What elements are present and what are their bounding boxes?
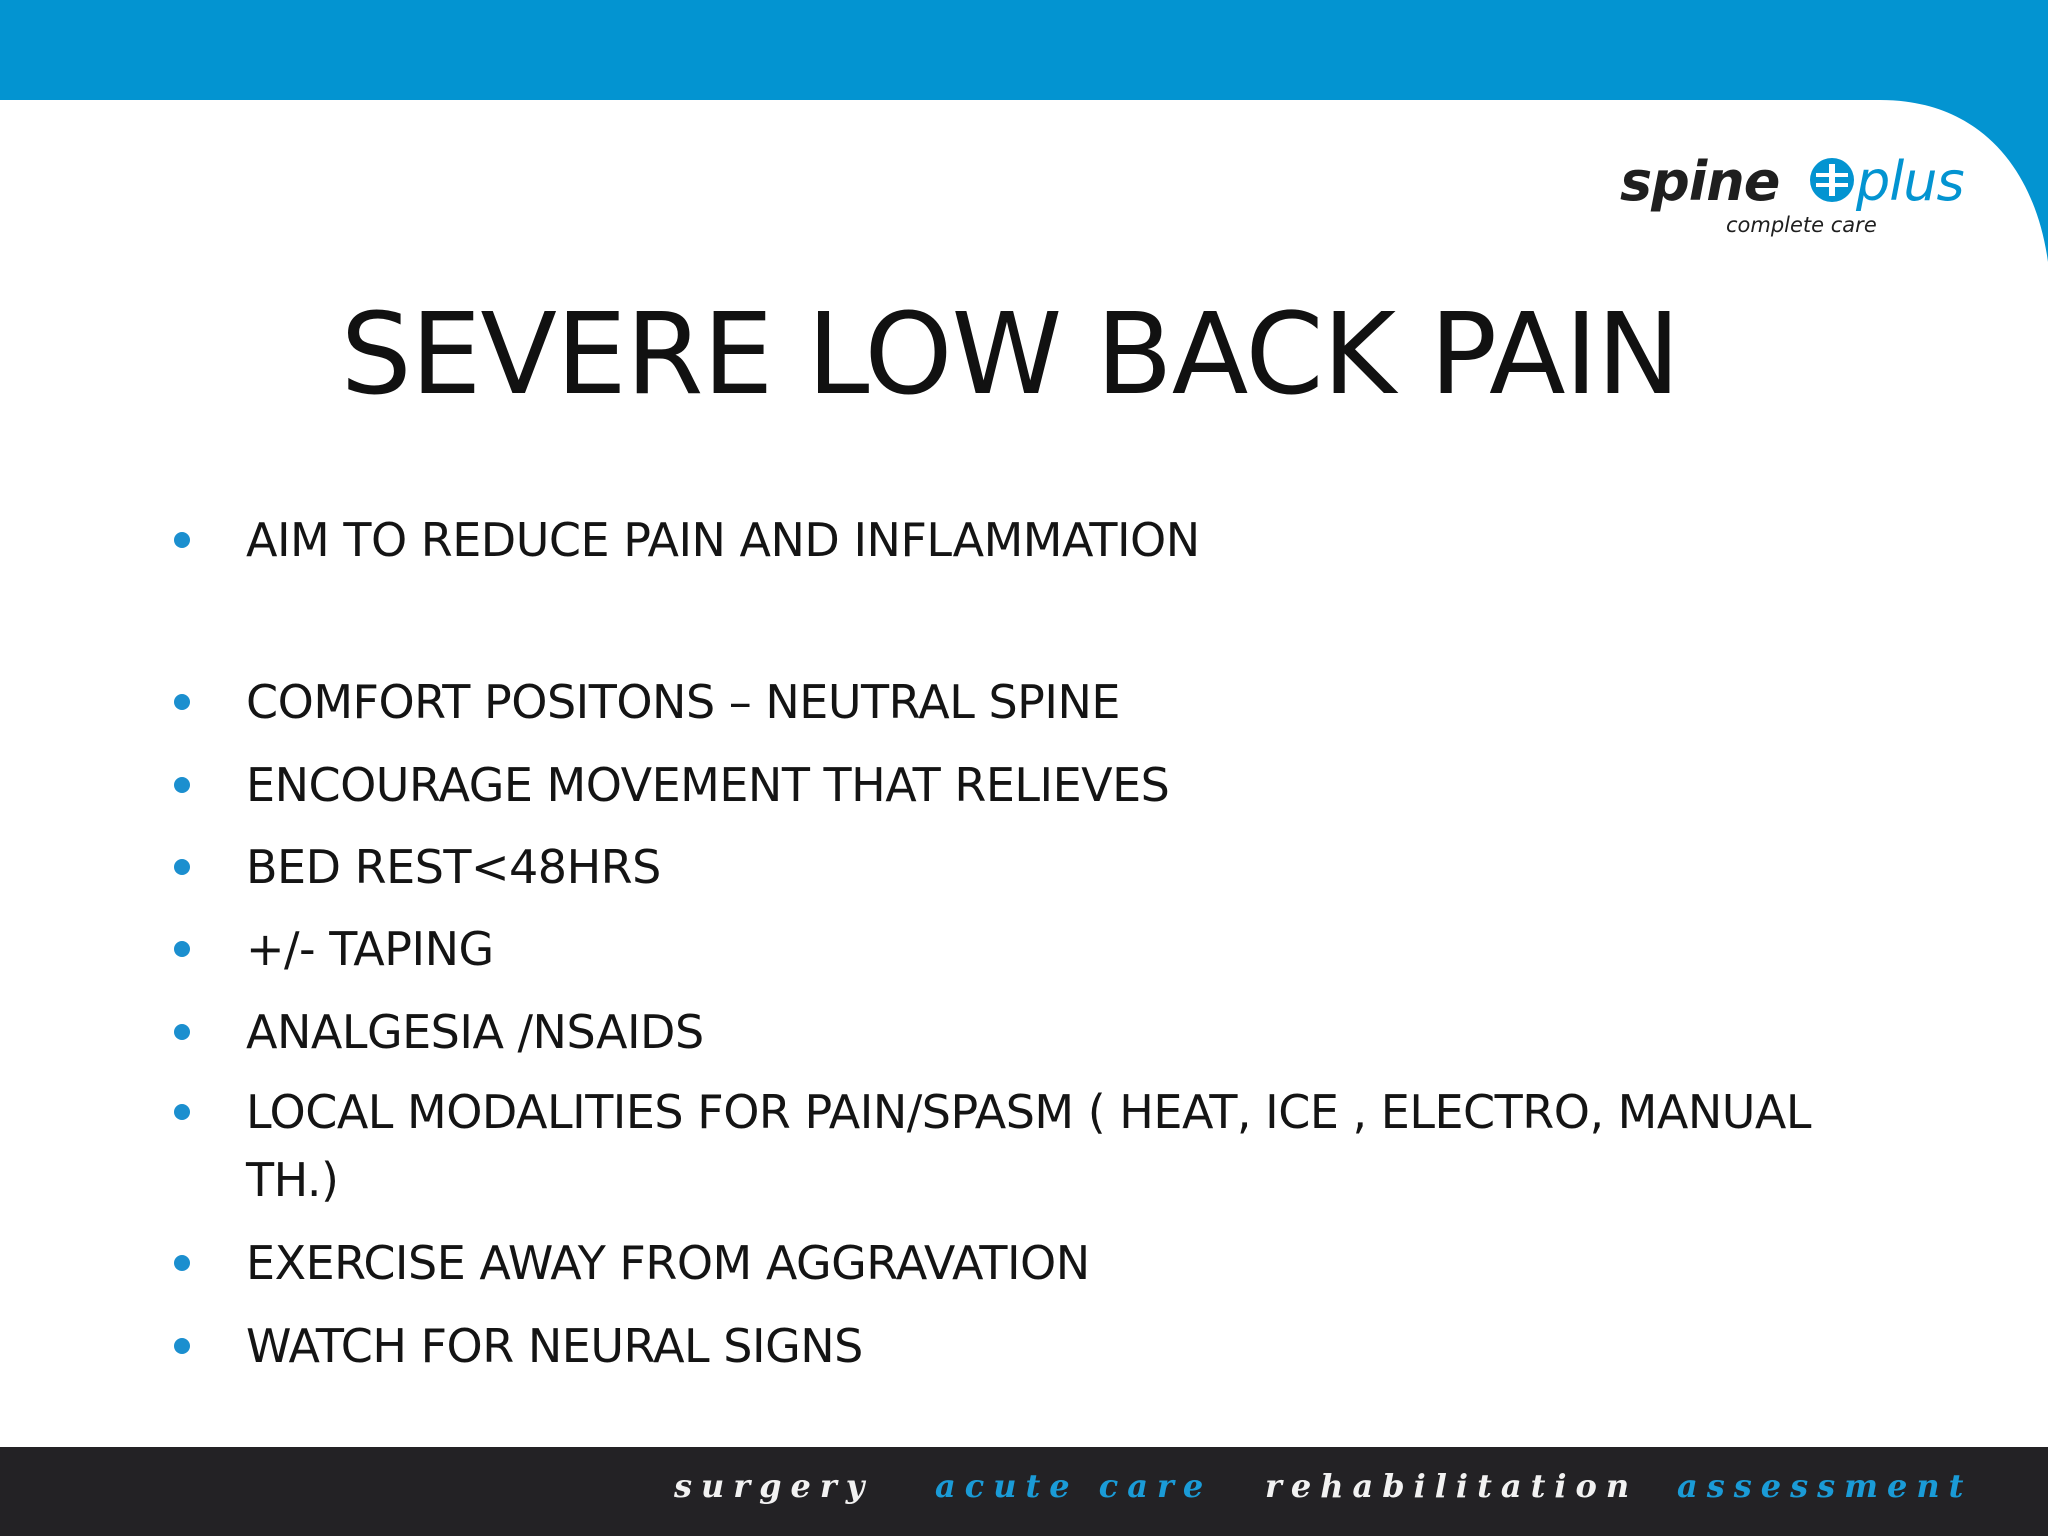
bullet-text: BED REST<48HRS bbox=[246, 840, 661, 894]
bullet-text: WATCH FOR NEURAL SIGNS bbox=[246, 1319, 863, 1373]
bullet-text: ENCOURAGE MOVEMENT THAT RELIEVES bbox=[246, 758, 1170, 812]
footer-item-acute-care: acute care bbox=[935, 1467, 1213, 1505]
bullet-text: AIM TO REDUCE PAIN AND INFLAMMATION bbox=[246, 513, 1200, 567]
footer-item-rehabilitation: rehabilitation bbox=[1265, 1467, 1639, 1505]
bullet-dot bbox=[174, 859, 190, 875]
bullet-text: EXERCISE AWAY FROM AGGRAVATION bbox=[246, 1236, 1090, 1290]
bullet-dot bbox=[174, 1104, 190, 1120]
bullet-dot bbox=[174, 941, 190, 957]
bullet-text: COMFORT POSITONS – NEUTRAL SPINE bbox=[246, 675, 1120, 729]
footer-bar bbox=[0, 1447, 2048, 1536]
bullet-dot bbox=[174, 1338, 190, 1354]
bullet-dot bbox=[174, 532, 190, 548]
logo-tagline: complete care bbox=[1726, 213, 1877, 237]
bullet-dot bbox=[174, 1255, 190, 1271]
footer-item-surgery: surgery bbox=[674, 1467, 874, 1505]
bullet-text: LOCAL MODALITIES FOR PAIN/SPASM ( HEAT, ICE , ELECTRO, MANUAL TH.) bbox=[246, 1085, 1812, 1207]
logo-word-spine: spine bbox=[1620, 150, 1780, 213]
footer-item-assessment: assessment bbox=[1677, 1467, 1973, 1505]
logo-word-plus: plus bbox=[1856, 150, 1964, 213]
bullet-text: +/- TAPING bbox=[246, 922, 494, 976]
bullet-text: ANALGESIA /NSAIDS bbox=[246, 1005, 704, 1059]
bullet-dot bbox=[174, 777, 190, 793]
bullet-dot bbox=[174, 1024, 190, 1040]
bullet-dot bbox=[174, 694, 190, 710]
slide-title: SEVERE LOW BACK PAIN bbox=[340, 290, 1680, 420]
